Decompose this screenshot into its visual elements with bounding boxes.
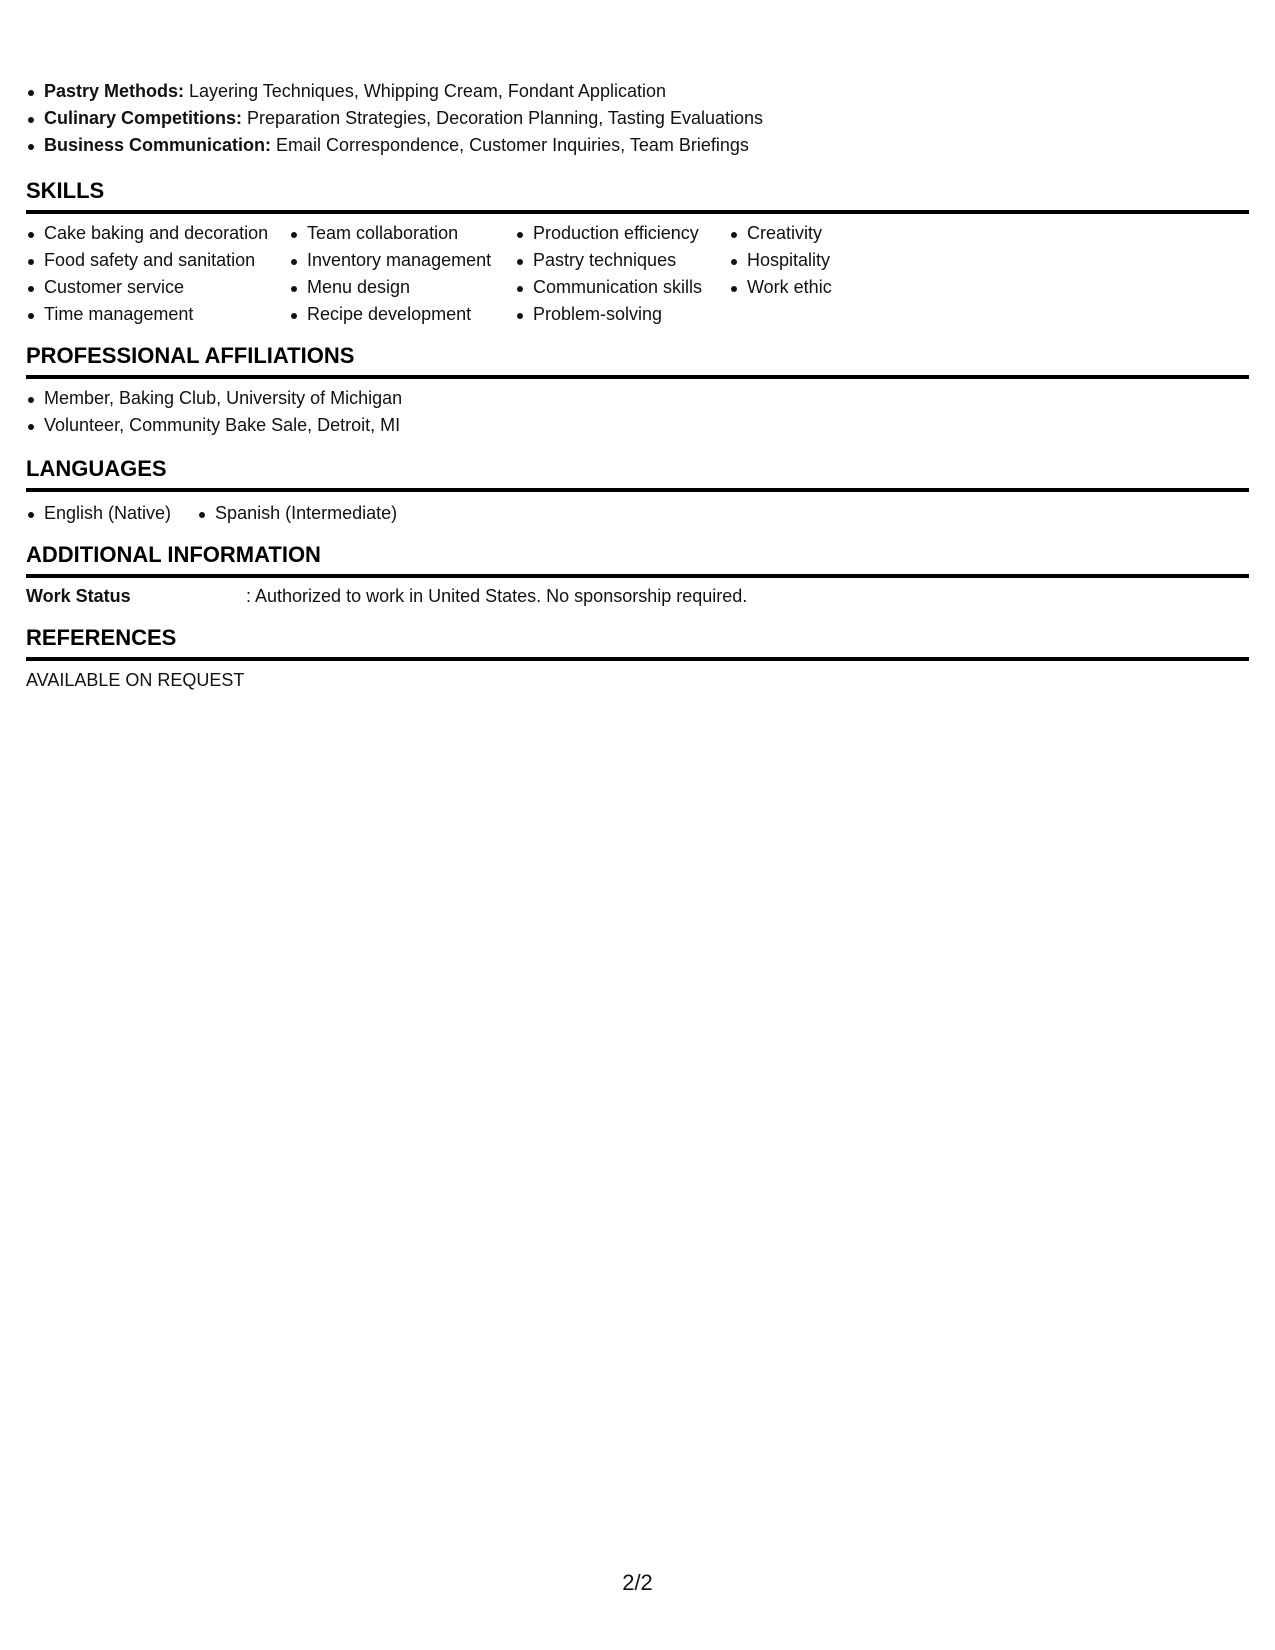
list-item: Spanish (Intermediate)	[197, 500, 397, 527]
skills-section	[26, 177, 1249, 328]
skills-heading: SKILLS	[26, 177, 1249, 214]
references-text: AVAILABLE ON REQUEST	[26, 670, 245, 690]
languages-heading: LANGUAGES	[26, 455, 1249, 492]
languages-list	[26, 500, 423, 527]
affiliations-section	[26, 342, 1249, 439]
list-item: Pastry techniques	[515, 247, 711, 274]
list-item: Problem-solving	[515, 301, 711, 328]
languages-section	[26, 455, 1249, 527]
list-item: Production efficiency	[515, 220, 711, 247]
list-item	[26, 132, 1249, 159]
skills-grid	[26, 220, 1249, 328]
work-status-label: Work Status	[26, 586, 131, 606]
coursework-label: Culinary Competitions:	[44, 108, 243, 128]
list-item: Inventory management	[289, 247, 497, 274]
skills-column-3	[515, 220, 711, 328]
affiliations-heading: PROFESSIONAL AFFILIATIONS	[26, 342, 1249, 379]
references-heading: REFERENCES	[26, 624, 1249, 661]
affiliations-list	[26, 385, 1249, 439]
list-item: Recipe development	[289, 301, 497, 328]
resume-page	[26, 78, 1249, 694]
list-item: Food safety and sanitation	[26, 247, 271, 274]
skills-column-2	[289, 220, 497, 328]
list-item	[26, 78, 1249, 105]
coursework-text: Email Correspondence, Customer Inquiries, Team Briefings	[271, 135, 749, 155]
coursework-text: Preparation Strategies, Decoration Planning, Tasting Evaluations	[242, 108, 763, 128]
list-item: Team collaboration	[289, 220, 497, 247]
list-item: Time management	[26, 301, 271, 328]
list-item	[26, 105, 1249, 132]
list-item: Communication skills	[515, 274, 711, 301]
coursework-text: Layering Techniques, Whipping Cream, Fondant Application	[184, 81, 666, 101]
coursework-label: Business Communication:	[44, 135, 272, 155]
work-status-row	[26, 583, 1249, 610]
skills-column-1	[26, 220, 271, 328]
coursework-list	[26, 78, 1249, 159]
references-section	[26, 624, 1249, 694]
list-item: Customer service	[26, 274, 271, 301]
list-item: Hospitality	[729, 247, 879, 274]
list-item: Creativity	[729, 220, 879, 247]
work-status-value: : Authorized to work in United States. No sponsorship required.	[246, 586, 748, 606]
languages-row	[26, 500, 1249, 527]
skills-column-4	[729, 220, 879, 328]
list-item: Volunteer, Community Bake Sale, Detroit, MI	[26, 412, 1249, 439]
list-item: Work ethic	[729, 274, 879, 301]
list-item: Menu design	[289, 274, 497, 301]
additional-info-heading: ADDITIONAL INFORMATION	[26, 541, 1249, 578]
list-item: English (Native)	[26, 500, 171, 527]
list-item: Member, Baking Club, University of Michigan	[26, 385, 1249, 412]
coursework-label: Pastry Methods:	[44, 81, 185, 101]
additional-info-section	[26, 541, 1249, 610]
list-item: Cake baking and decoration	[26, 220, 271, 247]
page-number: 2/2	[622, 1570, 653, 1595]
